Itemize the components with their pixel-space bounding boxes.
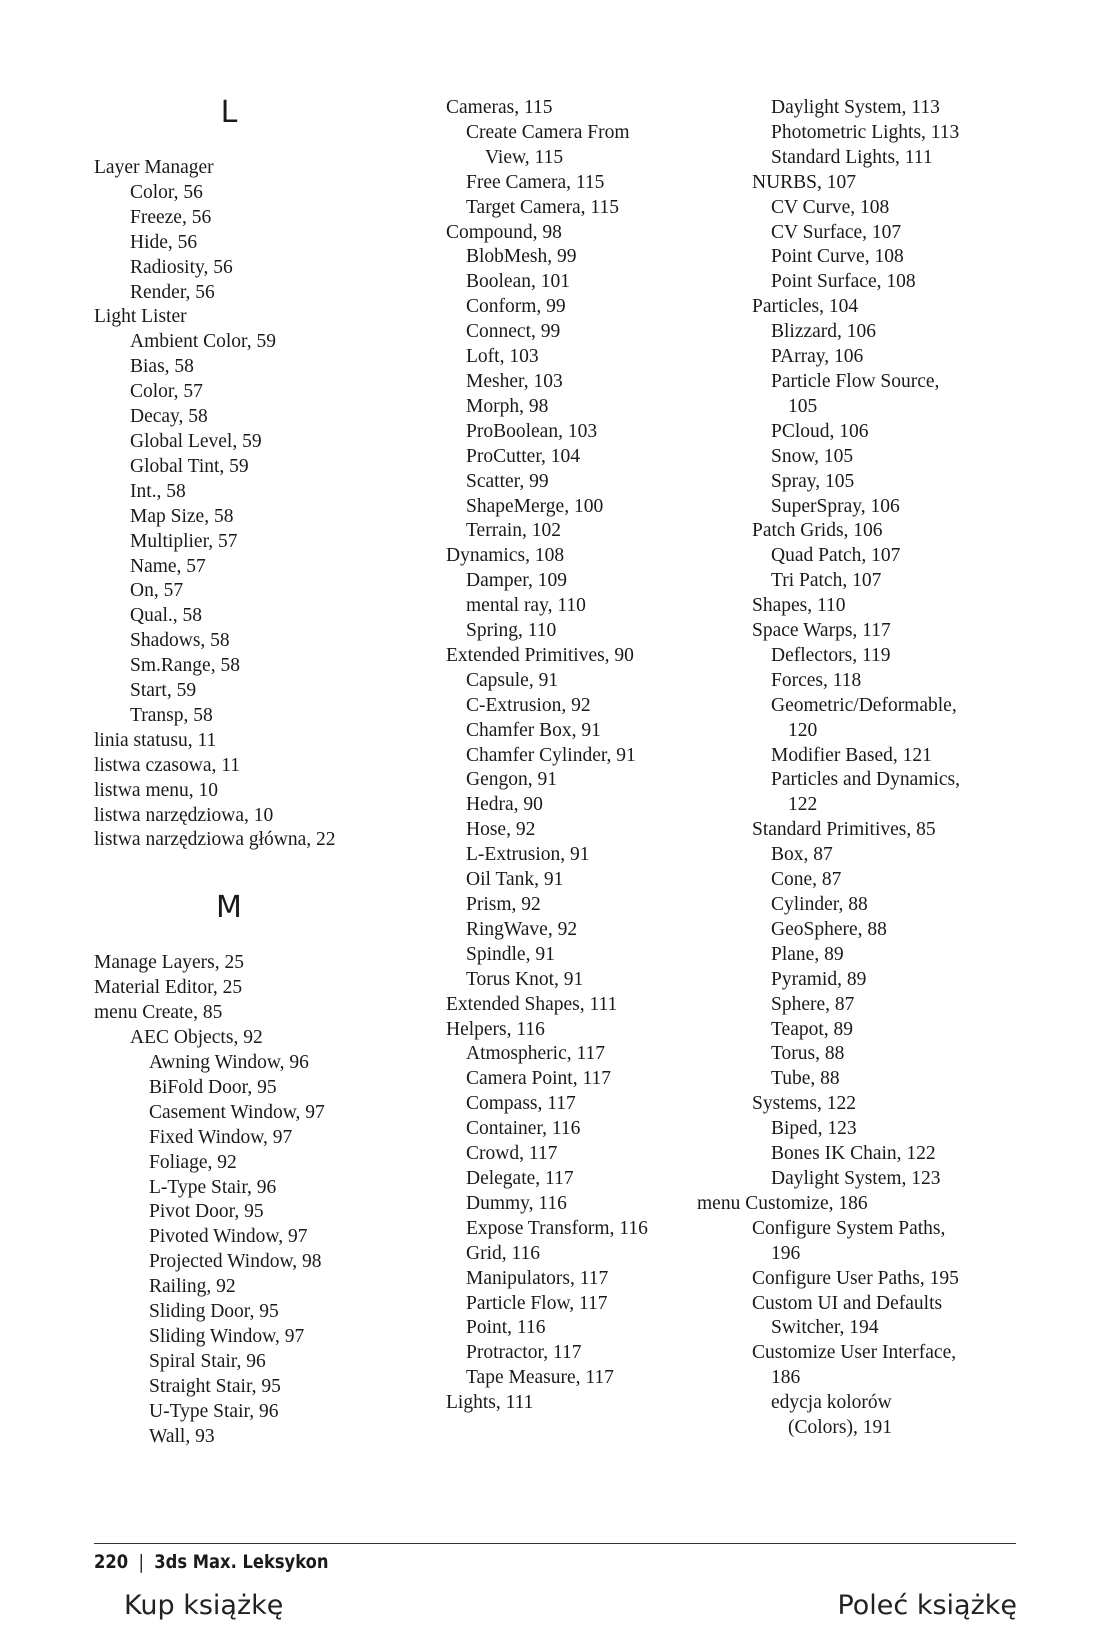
index-entry: Layer Manager (94, 157, 214, 178)
index-entry: Forces, 118 (771, 669, 862, 691)
index-entry: BiFold Door, 95 (149, 1076, 277, 1098)
index-entry: listwa menu, 10 (94, 779, 219, 801)
index-entry: ProBoolean, 103 (466, 420, 598, 442)
index-entry: Free Camera, 115 (466, 171, 605, 193)
index-entry: Space Warps, 117 (752, 620, 891, 642)
index-entry: Scatter, 99 (466, 470, 549, 492)
index-entry: SuperSpray, 106 (771, 495, 900, 517)
index-entry: RingWave, 92 (466, 918, 578, 940)
index-entry: Tape Measure, 117 (466, 1367, 614, 1389)
index-entry: Biped, 123 (771, 1118, 857, 1140)
index-entry: Point Surface, 108 (771, 271, 916, 293)
index-entry: Customize User Interface, (752, 1342, 957, 1364)
index-entry: Bias, 58 (130, 356, 194, 378)
index-entry: Configure User Paths, 195 (752, 1267, 959, 1289)
index-entry: U-Type Stair, 96 (149, 1400, 279, 1422)
index-column-2 (446, 96, 746, 1416)
index-entry: AEC Objects, 92 (130, 1027, 263, 1049)
index-entry: Manage Layers, 25 (94, 952, 244, 974)
index-column-3 (697, 96, 1062, 1441)
page-footer (94, 1551, 328, 1573)
index-entry: Point, 116 (466, 1317, 546, 1339)
index-entry: Chamfer Cylinder, 91 (466, 744, 636, 766)
index-entry: Start, 59 (130, 680, 197, 702)
index-entry: Railing, 92 (149, 1276, 236, 1298)
index-entry: PArray, 106 (771, 346, 864, 368)
index-entry: Lights, 111 (446, 1392, 534, 1414)
index-entry: Cameras, 115 (446, 97, 553, 118)
index-entry: (Colors), 191 (788, 1417, 892, 1439)
index-entry: Tube, 88 (771, 1068, 840, 1090)
index-entry: L-Extrusion, 91 (466, 844, 590, 866)
index-entry: Teapot, 89 (771, 1018, 854, 1040)
index-entry: Point Curve, 108 (771, 246, 904, 268)
index-entry: Daylight System, 123 (771, 1167, 941, 1189)
index-entry: Pivoted Window, 97 (149, 1226, 308, 1248)
index-entry: Connect, 99 (466, 321, 561, 343)
index-entry: 196 (771, 1242, 801, 1264)
index-entry: Transp, 58 (130, 704, 213, 726)
section-letter: M (216, 890, 242, 926)
index-entry: Tri Patch, 107 (771, 570, 882, 592)
index-entry: CV Curve, 108 (771, 196, 890, 218)
index-entry: Spray, 105 (771, 470, 855, 492)
index-entry: Helpers, 116 (446, 1018, 545, 1040)
index-entry: CV Surface, 107 (771, 221, 902, 243)
index-entry: ShapeMerge, 100 (466, 495, 604, 517)
index-entry: Spring, 110 (466, 620, 557, 642)
index-entry: Particle Flow, 117 (466, 1292, 608, 1314)
index-entry: Multiplier, 57 (130, 530, 238, 552)
index-entry: Plane, 89 (771, 943, 844, 965)
footer-rule (94, 1543, 1016, 1544)
index-entry: L-Type Stair, 96 (149, 1176, 277, 1198)
index-entry: Terrain, 102 (466, 520, 562, 542)
index-entry: Sliding Window, 97 (149, 1325, 305, 1347)
index-entry: Conform, 99 (466, 296, 566, 318)
index-entry: menu Create, 85 (94, 1002, 223, 1024)
index-entry: Manipulators, 117 (466, 1267, 609, 1289)
index-entry: Camera Point, 117 (466, 1068, 611, 1090)
index-entry: Cone, 87 (771, 869, 842, 891)
index-entry: BlobMesh, 99 (466, 246, 577, 268)
index-entry: Ambient Color, 59 (130, 331, 277, 353)
index-entry: Qual., 58 (130, 605, 203, 627)
section-letter: L (220, 95, 238, 130)
index-entry: C-Extrusion, 92 (466, 694, 591, 716)
index-entry: Gengon, 91 (466, 769, 557, 791)
index-entry: Compound, 98 (446, 221, 562, 243)
index-entry: Extended Shapes, 111 (446, 993, 618, 1015)
index-entry: Crowd, 117 (466, 1143, 558, 1165)
index-entry: Grid, 116 (466, 1242, 541, 1264)
index-entry: Create Camera From (466, 121, 630, 143)
index-entry: Expose Transform, 116 (466, 1217, 648, 1239)
index-entry: Extended Primitives, 90 (446, 644, 634, 666)
index-entry: Daylight System, 113 (771, 97, 940, 118)
index-entry: Particles and Dynamics, (771, 769, 960, 791)
index-entry: Sliding Door, 95 (149, 1301, 279, 1323)
index-entry: Bones IK Chain, 122 (771, 1143, 936, 1165)
index-entry: mental ray, 110 (466, 595, 586, 617)
index-entry: Color, 56 (130, 181, 203, 203)
index-entry: Prism, 92 (466, 894, 541, 915)
index-entry: Switcher, 194 (771, 1317, 879, 1339)
index-entry: Oil Tank, 91 (466, 869, 564, 891)
index-entry: Torus Knot, 91 (466, 968, 584, 990)
index-entry: Pyramid, 89 (771, 968, 867, 990)
index-entry: Snow, 105 (771, 445, 854, 467)
index-entry: ProCutter, 104 (466, 445, 581, 467)
footer-separator: | (138, 1551, 144, 1573)
index-entry: Standard Lights, 111 (771, 146, 933, 168)
index-entry: On, 57 (130, 580, 184, 602)
index-entry: GeoSphere, 88 (771, 918, 887, 940)
index-entry: Deflectors, 119 (771, 644, 891, 666)
index-column-1 (94, 96, 394, 1450)
index-entry: Global Tint, 59 (130, 455, 249, 477)
index-entry: 122 (788, 794, 818, 816)
index-entry: Map Size, 58 (130, 505, 234, 527)
index-entry: View, 115 (485, 146, 564, 168)
index-entry: 120 (788, 719, 818, 741)
index-entry: linia statusu, 11 (94, 729, 217, 751)
index-entry: NURBS, 107 (752, 171, 857, 193)
index-entry: Photometric Lights, 113 (771, 121, 960, 143)
index-entry: Straight Stair, 95 (149, 1375, 281, 1397)
index-entry: Pivot Door, 95 (149, 1201, 264, 1223)
index-entry: Particle Flow Source, (771, 370, 940, 392)
index-entry: Hedra, 90 (466, 794, 543, 816)
index-entry: Configure System Paths, (752, 1217, 946, 1239)
index-entry: Modifier Based, 121 (771, 744, 932, 766)
index-entry: Standard Primitives, 85 (752, 819, 936, 841)
index-entry: Blizzard, 106 (771, 321, 877, 343)
index-entry: Compass, 117 (466, 1093, 576, 1115)
index-entry: Target Camera, 115 (466, 196, 619, 218)
index-entry: Systems, 122 (752, 1093, 857, 1115)
index-entry: Damper, 109 (466, 570, 568, 592)
index-entry: Container, 116 (466, 1118, 581, 1140)
page-number: 220 (94, 1551, 129, 1573)
buy-book-link[interactable]: Kup książkę (124, 1590, 284, 1621)
index-entry: Hose, 92 (466, 819, 536, 841)
index-entry: Box, 87 (771, 844, 833, 866)
index-entry: 186 (771, 1367, 801, 1389)
index-entry: Mesher, 103 (466, 370, 563, 392)
index-entry: Light Lister (94, 306, 187, 328)
index-entry: Custom UI and Defaults (752, 1292, 943, 1314)
index-entry: Boolean, 101 (466, 271, 570, 293)
index-entry: Spiral Stair, 96 (149, 1350, 266, 1372)
index-entry: Radiosity, 56 (130, 256, 233, 278)
index-entry: Freeze, 56 (130, 206, 212, 228)
index-entry: listwa czasowa, 11 (94, 754, 241, 776)
index-entry: Decay, 58 (130, 406, 208, 428)
index-entry: listwa narzędziowa, 10 (94, 804, 274, 826)
index-entry: Dummy, 116 (466, 1192, 567, 1214)
index-entry: edycja kolorów (771, 1392, 892, 1414)
index-entry: Torus, 88 (771, 1043, 845, 1065)
index-entry: Wall, 93 (149, 1425, 215, 1447)
index-entry: Patch Grids, 106 (752, 520, 883, 542)
index-entry: Render, 56 (130, 281, 215, 303)
index-entry: Capsule, 91 (466, 669, 559, 691)
index-entry: Protractor, 117 (466, 1342, 582, 1364)
index-entry: Fixed Window, 97 (149, 1126, 293, 1148)
index-entry: Global Level, 59 (130, 430, 262, 452)
index-entry: Material Editor, 25 (94, 977, 243, 999)
index-entry: Shadows, 58 (130, 630, 230, 652)
index-entry: Name, 57 (130, 555, 206, 577)
index-entry: Sphere, 87 (771, 993, 855, 1015)
index-entry: Dynamics, 108 (446, 545, 565, 567)
index-entry: listwa narzędziowa główna, 22 (94, 829, 336, 851)
index-entry: Morph, 98 (466, 395, 549, 417)
recommend-book-link[interactable]: Poleć książkę (837, 1590, 1017, 1621)
index-entry: Sm.Range, 58 (130, 655, 240, 677)
index-entry: Cylinder, 88 (771, 894, 868, 915)
index-entry: PCloud, 106 (771, 420, 869, 442)
index-entry: Spindle, 91 (466, 943, 555, 965)
book-title: 3ds Max. Leksykon (154, 1551, 329, 1573)
index-entry: Delegate, 117 (466, 1167, 574, 1189)
index-entry: Projected Window, 98 (149, 1251, 322, 1273)
index-entry: Casement Window, 97 (149, 1101, 325, 1123)
index-entry: Awning Window, 96 (149, 1052, 309, 1073)
index-entry: menu Customize, 186 (697, 1192, 868, 1214)
index-entry: Chamfer Box, 91 (466, 719, 601, 741)
index-entry: Int., 58 (130, 480, 186, 502)
index-entry: Geometric/Deformable, (771, 694, 957, 716)
index-entry: Shapes, 110 (752, 595, 846, 617)
index-entry: Atmospheric, 117 (466, 1043, 606, 1065)
index-entry: Loft, 103 (466, 346, 539, 368)
index-entry: 105 (788, 395, 818, 417)
index-entry: Foliage, 92 (149, 1151, 237, 1173)
index-entry: Hide, 56 (130, 231, 198, 253)
index-entry: Color, 57 (130, 381, 203, 403)
index-entry: Particles, 104 (752, 296, 859, 318)
index-entry: Quad Patch, 107 (771, 545, 901, 567)
